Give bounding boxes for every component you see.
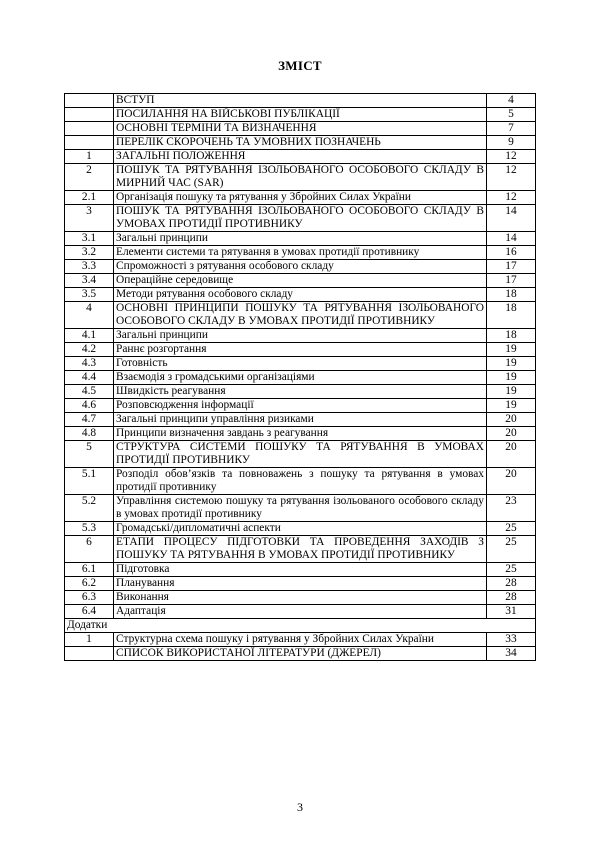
- section-page: 18: [487, 288, 536, 302]
- section-number: 2.1: [65, 191, 114, 205]
- toc-row: [65, 385, 536, 399]
- section-number: 6.3: [65, 591, 114, 605]
- toc-row: [65, 288, 536, 302]
- section-page: 25: [487, 522, 536, 536]
- toc-row: [65, 413, 536, 427]
- toc-row: [65, 427, 536, 441]
- section-number: 3: [65, 205, 114, 232]
- section-title: Розподіл обов’язків та повноважень з пошуку та рятування в умовах протидії противнику: [114, 468, 487, 495]
- section-number: 3.3: [65, 260, 114, 274]
- section-number: 5: [65, 441, 114, 468]
- section-number: [65, 94, 114, 108]
- section-page: 20: [487, 441, 536, 468]
- toc-row: [65, 591, 536, 605]
- toc-row: [65, 357, 536, 371]
- section-title: Виконання: [114, 591, 487, 605]
- toc-row: [65, 577, 536, 591]
- section-page: 25: [487, 536, 536, 563]
- section-number: 1: [65, 150, 114, 164]
- section-title: Операційне середовище: [114, 274, 487, 288]
- toc-row: [65, 329, 536, 343]
- section-page: 14: [487, 232, 536, 246]
- section-number: 1: [65, 633, 114, 647]
- section-page: 34: [487, 647, 536, 661]
- toc-row: [65, 399, 536, 413]
- appendix-header-row: [65, 619, 536, 633]
- section-title: СПИСОК ВИКОРИСТАНОЇ ЛІТЕРАТУРИ (ДЖЕРЕЛ): [114, 647, 487, 661]
- section-page: 18: [487, 302, 536, 329]
- section-title: ВСТУП: [114, 94, 487, 108]
- section-page: 28: [487, 577, 536, 591]
- toc-row: [65, 371, 536, 385]
- section-number: 6.2: [65, 577, 114, 591]
- section-title: СТРУКТУРА СИСТЕМИ ПОШУКУ ТА РЯТУВАННЯ В УМОВАХ ПРОТИДІЇ ПРОТИВНИКУ: [114, 441, 487, 468]
- section-title: Методи рятування особового складу: [114, 288, 487, 302]
- section-title: Готовність: [114, 357, 487, 371]
- toc-row: [65, 441, 536, 468]
- toc-body: [65, 94, 536, 661]
- section-title: Спроможності з рятування особового складу: [114, 260, 487, 274]
- section-title: ПОШУК ТА РЯТУВАННЯ ІЗОЛЬОВАНОГО ОСОБОВОГО СКЛАДУ В МИРНИЙ ЧАС (SAR): [114, 164, 487, 191]
- toc-row: [65, 205, 536, 232]
- section-number: 4.1: [65, 329, 114, 343]
- section-page: 19: [487, 385, 536, 399]
- document-title: ЗМІСТ: [278, 58, 322, 73]
- section-number: 5.1: [65, 468, 114, 495]
- section-title: ОСНОВНІ ПРИНЦИПИ ПОШУКУ ТА РЯТУВАННЯ ІЗОЛЬОВАНОГО ОСОБОВОГО СКЛАДУ В УМОВАХ ПРОТИДІЇ ПРОТИВНИКУ: [114, 302, 487, 329]
- section-number: 5.3: [65, 522, 114, 536]
- section-number: 4: [65, 302, 114, 329]
- section-title: Управління системою пошуку та рятування ізольованого особового складу в умовах протидії противнику: [114, 495, 487, 522]
- section-page: 20: [487, 468, 536, 495]
- section-title: Елементи системи та рятування в умовах протидії противнику: [114, 246, 487, 260]
- section-number: 4.2: [65, 343, 114, 357]
- toc-row: [65, 605, 536, 619]
- toc-row: [65, 232, 536, 246]
- section-number: 4.3: [65, 357, 114, 371]
- section-title: ОСНОВНІ ТЕРМІНИ ТА ВИЗНАЧЕННЯ: [114, 122, 487, 136]
- section-title: Загальні принципи управління ризиками: [114, 413, 487, 427]
- section-page: 19: [487, 343, 536, 357]
- toc-row: [65, 522, 536, 536]
- section-number: 4.7: [65, 413, 114, 427]
- section-page: 12: [487, 150, 536, 164]
- section-title: Раннє розгортання: [114, 343, 487, 357]
- section-page: 12: [487, 191, 536, 205]
- toc-row: [65, 536, 536, 563]
- section-page: 7: [487, 122, 536, 136]
- section-page: 19: [487, 357, 536, 371]
- section-title: Загальні принципи: [114, 232, 487, 246]
- toc-row: [65, 122, 536, 136]
- toc-row: [65, 495, 536, 522]
- section-number: 6: [65, 536, 114, 563]
- toc-row: [65, 108, 536, 122]
- toc-row: [65, 191, 536, 205]
- section-number: 4.4: [65, 371, 114, 385]
- section-title: Планування: [114, 577, 487, 591]
- section-page: 17: [487, 274, 536, 288]
- section-number: 3.5: [65, 288, 114, 302]
- section-page: 14: [487, 205, 536, 232]
- section-number: 6.4: [65, 605, 114, 619]
- toc-row: [65, 563, 536, 577]
- section-page: 5: [487, 108, 536, 122]
- section-page: 17: [487, 260, 536, 274]
- toc-row: [65, 136, 536, 150]
- toc-row: [65, 647, 536, 661]
- section-page: 31: [487, 605, 536, 619]
- section-title: Загальні принципи: [114, 329, 487, 343]
- toc-row: [65, 343, 536, 357]
- section-title: Організація пошуку та рятування у Збройних Силах України: [114, 191, 487, 205]
- section-number: 3.4: [65, 274, 114, 288]
- section-title: Структурна схема пошуку і рятування у Збройних Силах України: [114, 633, 487, 647]
- section-number: 3.1: [65, 232, 114, 246]
- toc-row: [65, 633, 536, 647]
- section-number: [65, 647, 114, 661]
- section-title: ПОШУК ТА РЯТУВАННЯ ІЗОЛЬОВАНОГО ОСОБОВОГО СКЛАДУ В УМОВАХ ПРОТИДІЇ ПРОТИВНИКУ: [114, 205, 487, 232]
- section-page: 18: [487, 329, 536, 343]
- section-title: Адаптація: [114, 605, 487, 619]
- table-of-contents: [64, 93, 536, 661]
- toc-row: [65, 164, 536, 191]
- toc-row: [65, 260, 536, 274]
- section-page: 33: [487, 633, 536, 647]
- section-number: [65, 136, 114, 150]
- toc-row: [65, 468, 536, 495]
- section-page: 20: [487, 427, 536, 441]
- section-title: ПОСИЛАННЯ НА ВІЙСЬКОВІ ПУБЛІКАЦІЇ: [114, 108, 487, 122]
- section-page: 9: [487, 136, 536, 150]
- section-number: [65, 122, 114, 136]
- section-title: Принципи визначення завдань з реагування: [114, 427, 487, 441]
- section-page: 4: [487, 94, 536, 108]
- toc-row: [65, 150, 536, 164]
- section-title: Взаємодія з громадськими організаціями: [114, 371, 487, 385]
- appendix-label: Додатки: [65, 619, 536, 633]
- section-number: 5.2: [65, 495, 114, 522]
- toc-row: [65, 246, 536, 260]
- section-page: 16: [487, 246, 536, 260]
- section-page: 20: [487, 413, 536, 427]
- section-number: 3.2: [65, 246, 114, 260]
- page-number: 3: [297, 800, 303, 814]
- section-page: 19: [487, 399, 536, 413]
- section-page: 23: [487, 495, 536, 522]
- toc-row: [65, 274, 536, 288]
- section-title: ЗАГАЛЬНІ ПОЛОЖЕННЯ: [114, 150, 487, 164]
- section-number: 2: [65, 164, 114, 191]
- section-title: Громадські/дипломатичні аспекти: [114, 522, 487, 536]
- section-title: ЕТАПИ ПРОЦЕСУ ПІДГОТОВКИ ТА ПРОВЕДЕННЯ ЗАХОДІВ З ПОШУКУ ТА РЯТУВАННЯ В УМОВАХ ПРОТИДІЇ ПРОТИВНИКУ: [114, 536, 487, 563]
- section-page: 25: [487, 563, 536, 577]
- section-title: Підготовка: [114, 563, 487, 577]
- section-title: Розповсюдження інформації: [114, 399, 487, 413]
- section-title: Швидкість реагування: [114, 385, 487, 399]
- section-number: [65, 108, 114, 122]
- section-page: 12: [487, 164, 536, 191]
- section-number: 4.6: [65, 399, 114, 413]
- section-page: 28: [487, 591, 536, 605]
- section-page: 19: [487, 371, 536, 385]
- section-number: 4.5: [65, 385, 114, 399]
- section-title: ПЕРЕЛІК СКОРОЧЕНЬ ТА УМОВНИХ ПОЗНАЧЕНЬ: [114, 136, 487, 150]
- section-number: 4.8: [65, 427, 114, 441]
- toc-row: [65, 94, 536, 108]
- toc-row: [65, 302, 536, 329]
- section-number: 6.1: [65, 563, 114, 577]
